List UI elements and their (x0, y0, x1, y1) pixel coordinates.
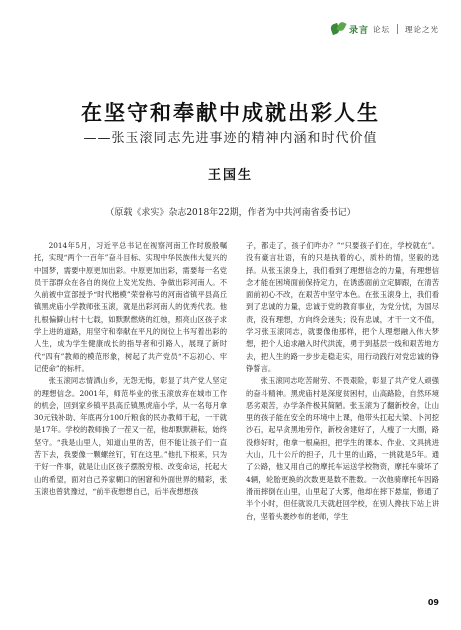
header-divider (397, 24, 398, 34)
column-name: 论坛 (373, 24, 390, 34)
leaf-logo-icon (331, 22, 347, 36)
article-subtitle: ——张玉滚同志先进事迹的精神内涵和时代价值 (83, 131, 378, 146)
section-name: 理论之光 (405, 24, 439, 34)
page-number: 09 (427, 598, 439, 607)
paragraph: 2014年5月，习近平总书记在视察河南工作时殷殷嘱托，实现“两个一百年”奋斗目标、实现中华民族伟大复兴的中国梦，需要中原更加出彩。中原更加出彩，需要每一名党员干部群众在各自的岗位上发光发热、争做出彩河南人。不久前被中宣部授予“时代楷模”荣誉称号的河南省镇平县高丘镇黑虎庙小学教师张玉滚，就是出彩河南人的优秀代表。他扎根偏僻山村十七载，如默默燃烧的红烛，照亮山区孩子求学上进的道路，用坚守和奉献在平凡的岗位上书写着出彩的人生，成为学生健康成长的指导者和引路人，展现了新时代“四有”教师的模范形象，树起了共产党员“不忘初心、牢记使命”的标杆。 (34, 241, 227, 373)
page-header (331, 22, 439, 36)
article-body (34, 240, 439, 585)
magazine-logo (331, 22, 369, 36)
right-column (246, 240, 439, 585)
source-note: （原载《求实》杂志2018年22期，作者为中共河南省委书记） (105, 208, 356, 218)
paragraph: 子，都走了，孩子们咋办？”“只要孩子们在，学校就在”。没有豪言壮语，有的只是执着的心，质朴的情，坚毅的选择。从张玉滚身上，我们看到了理想信念的力量，有理想信念才能在困境面前保持定力，在诱惑面前立定脚跟，在清苦面前初心不改，在艰苦中坚守本色。在张玉滚身上，我们看到了忠诚的力量，忠诚于党的教育事业，为党分忧，为国尽责，没有理想，方向终会迷失；没有忠诚，才干一文不值，学习张玉滚同志，就要像他那样，把个人理想融入伟大梦想，把个人追求融入时代洪流，勇于到基层一线和艰苦地方去，把人生的路一步步走稳走实，用行动践行对党忠诚的铮铮誓言。 (246, 241, 439, 373)
paragraph: 张玉滚同志吃苦耐劳、不畏艰险，彰显了共产党人顽强的奋斗精神。黑虎庙村是深度贫困村，山高路险，自然环境恶劣艰苦，办学条件极其简陋。张玉滚为了翻新校舍，让山里的孩子能在安全的环境中上课，他带头扛起大梁、卜河挖沙石，起早贪黑地劳作，新校舍建好了，人瘦了一大圈，路没修好时，他拿一根扁担，把学生的课本、作业、文具挑进大山，几十公斤的担子，几十里的山路，一挑就是5年。通了公路，他又用自己的摩托车运送学校物资，摩托车骑坏了4辆，轮胎更换的次数更是数不胜数。一次他骑摩托车因路滑而摔倒在山里，山里起了大雾，他却在摔下悬崖，修通了半个小时，但任就说几天就赶回学校，在别人搀扶下站上讲台，坚着头裹纱布的老师，学生 (246, 376, 439, 521)
brand-name: 录言 (348, 25, 369, 36)
paragraph: 张玉滚同志情洒山乡，无怨无悔，彰显了共产党人坚定的理想信念。2001年，师范毕业的张玉滚放弃在城市工作的机会，回到家乡镇平县高丘镇黑虎庙小学，从一名每月拿30元钱补助、年底再分100斤粮食的民办教师干起，一干就是17年。学校的教师换了一茬又一茬，他却默默耕耘，始终坚守。“我是山里人，知道山里的苦，但不能让孩子们一直苦下去，我要像一颗螺丝钉，钉在这里。”他扎下根来，只为干好一件事，就是让山区孩子摆脱穷根、改变命运，托起大山的希望，面对自己养家糊口的困窘和外面世界的精彩，张玉滚也曾犹豫过，“前半夜想想自己，后半夜想想孩 (34, 376, 227, 496)
article-title: 在坚守和奉献中成就出彩人生 (81, 101, 380, 125)
article-author: 王国生 (207, 168, 253, 183)
left-column (34, 240, 227, 585)
